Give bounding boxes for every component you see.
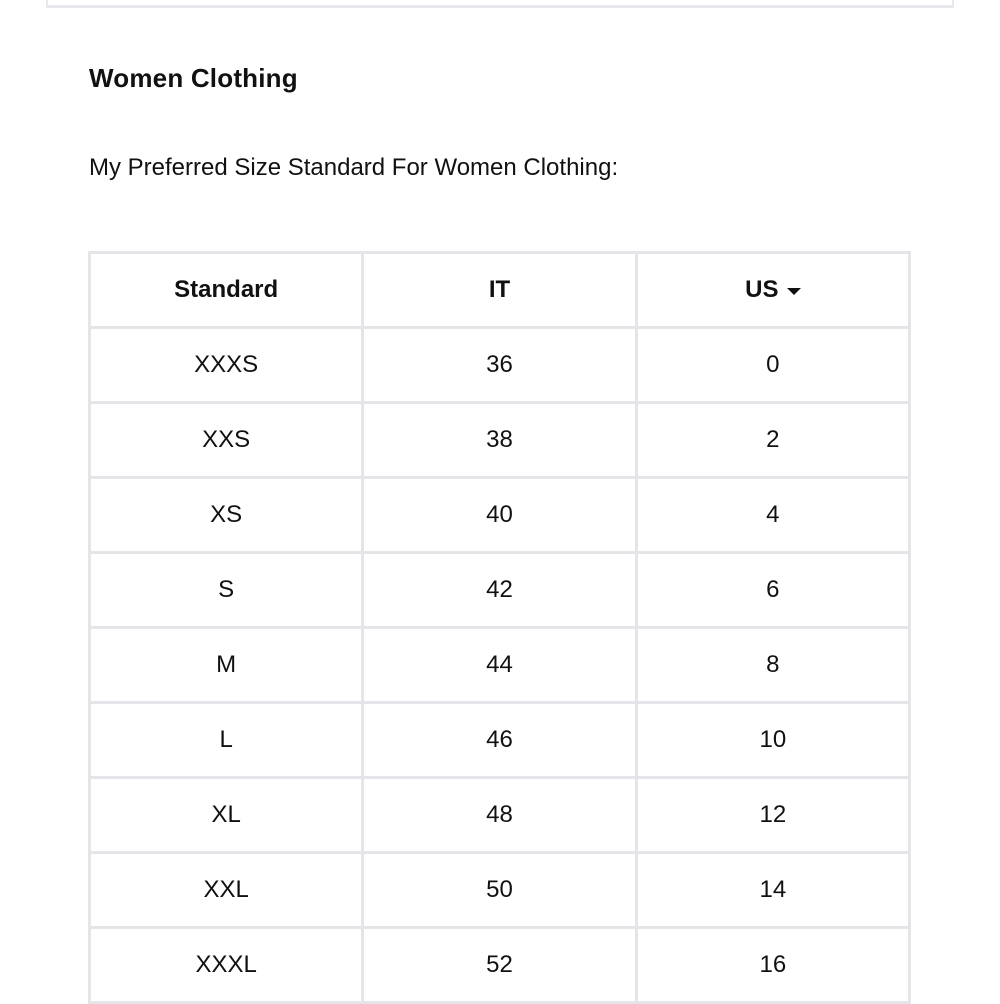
standard-size-cell: XXXS [90, 328, 363, 403]
us-size-dropdown[interactable] [636, 253, 909, 328]
it-header-label: IT [488, 276, 511, 303]
it-size-cell: 50 [363, 853, 636, 928]
table-row [90, 853, 910, 928]
us-header-label: US [745, 276, 779, 303]
table-row [90, 328, 910, 403]
size-conversion-table [88, 251, 911, 1004]
it-size-cell: 38 [363, 403, 636, 478]
it-size-cell: 42 [363, 553, 636, 628]
standard-header-label: Standard [174, 276, 279, 303]
table-row [90, 403, 910, 478]
standard-size-cell: L [90, 703, 363, 778]
top-panel-edge [46, 0, 954, 8]
us-size-cell: 16 [636, 928, 909, 1003]
it-size-cell: 46 [363, 703, 636, 778]
table-row [90, 778, 910, 853]
us-size-cell: 2 [636, 403, 909, 478]
standard-size-cell: XXXL [90, 928, 363, 1003]
it-size-cell: 36 [363, 328, 636, 403]
standard-size-cell: M [90, 628, 363, 703]
table-row [90, 553, 910, 628]
it-size-cell: 40 [363, 478, 636, 553]
table-row [90, 628, 910, 703]
us-size-cell: 4 [636, 478, 909, 553]
table-row [90, 703, 910, 778]
us-size-cell: 10 [636, 703, 909, 778]
table-row [90, 478, 910, 553]
us-size-cell: 8 [636, 628, 909, 703]
standard-size-cell: S [90, 553, 363, 628]
standard-size-cell: XL [90, 778, 363, 853]
it-size-cell: 52 [363, 928, 636, 1003]
standard-column-header [90, 253, 363, 328]
section-title: Women Clothing [89, 63, 298, 93]
table-header-row [90, 253, 910, 328]
us-size-cell: 14 [636, 853, 909, 928]
preferred-size-label: My Preferred Size Standard For Women Clothing: [89, 154, 619, 181]
it-size-cell: 48 [363, 778, 636, 853]
standard-size-cell: XXS [90, 403, 363, 478]
standard-size-cell: XS [90, 478, 363, 553]
us-size-cell: 6 [636, 553, 909, 628]
us-size-cell: 0 [636, 328, 909, 403]
caret-down-icon [787, 288, 801, 295]
us-size-cell: 12 [636, 778, 909, 853]
it-size-cell: 44 [363, 628, 636, 703]
standard-size-cell: XXL [90, 853, 363, 928]
it-column-header [363, 253, 636, 328]
table-row [90, 928, 910, 1003]
